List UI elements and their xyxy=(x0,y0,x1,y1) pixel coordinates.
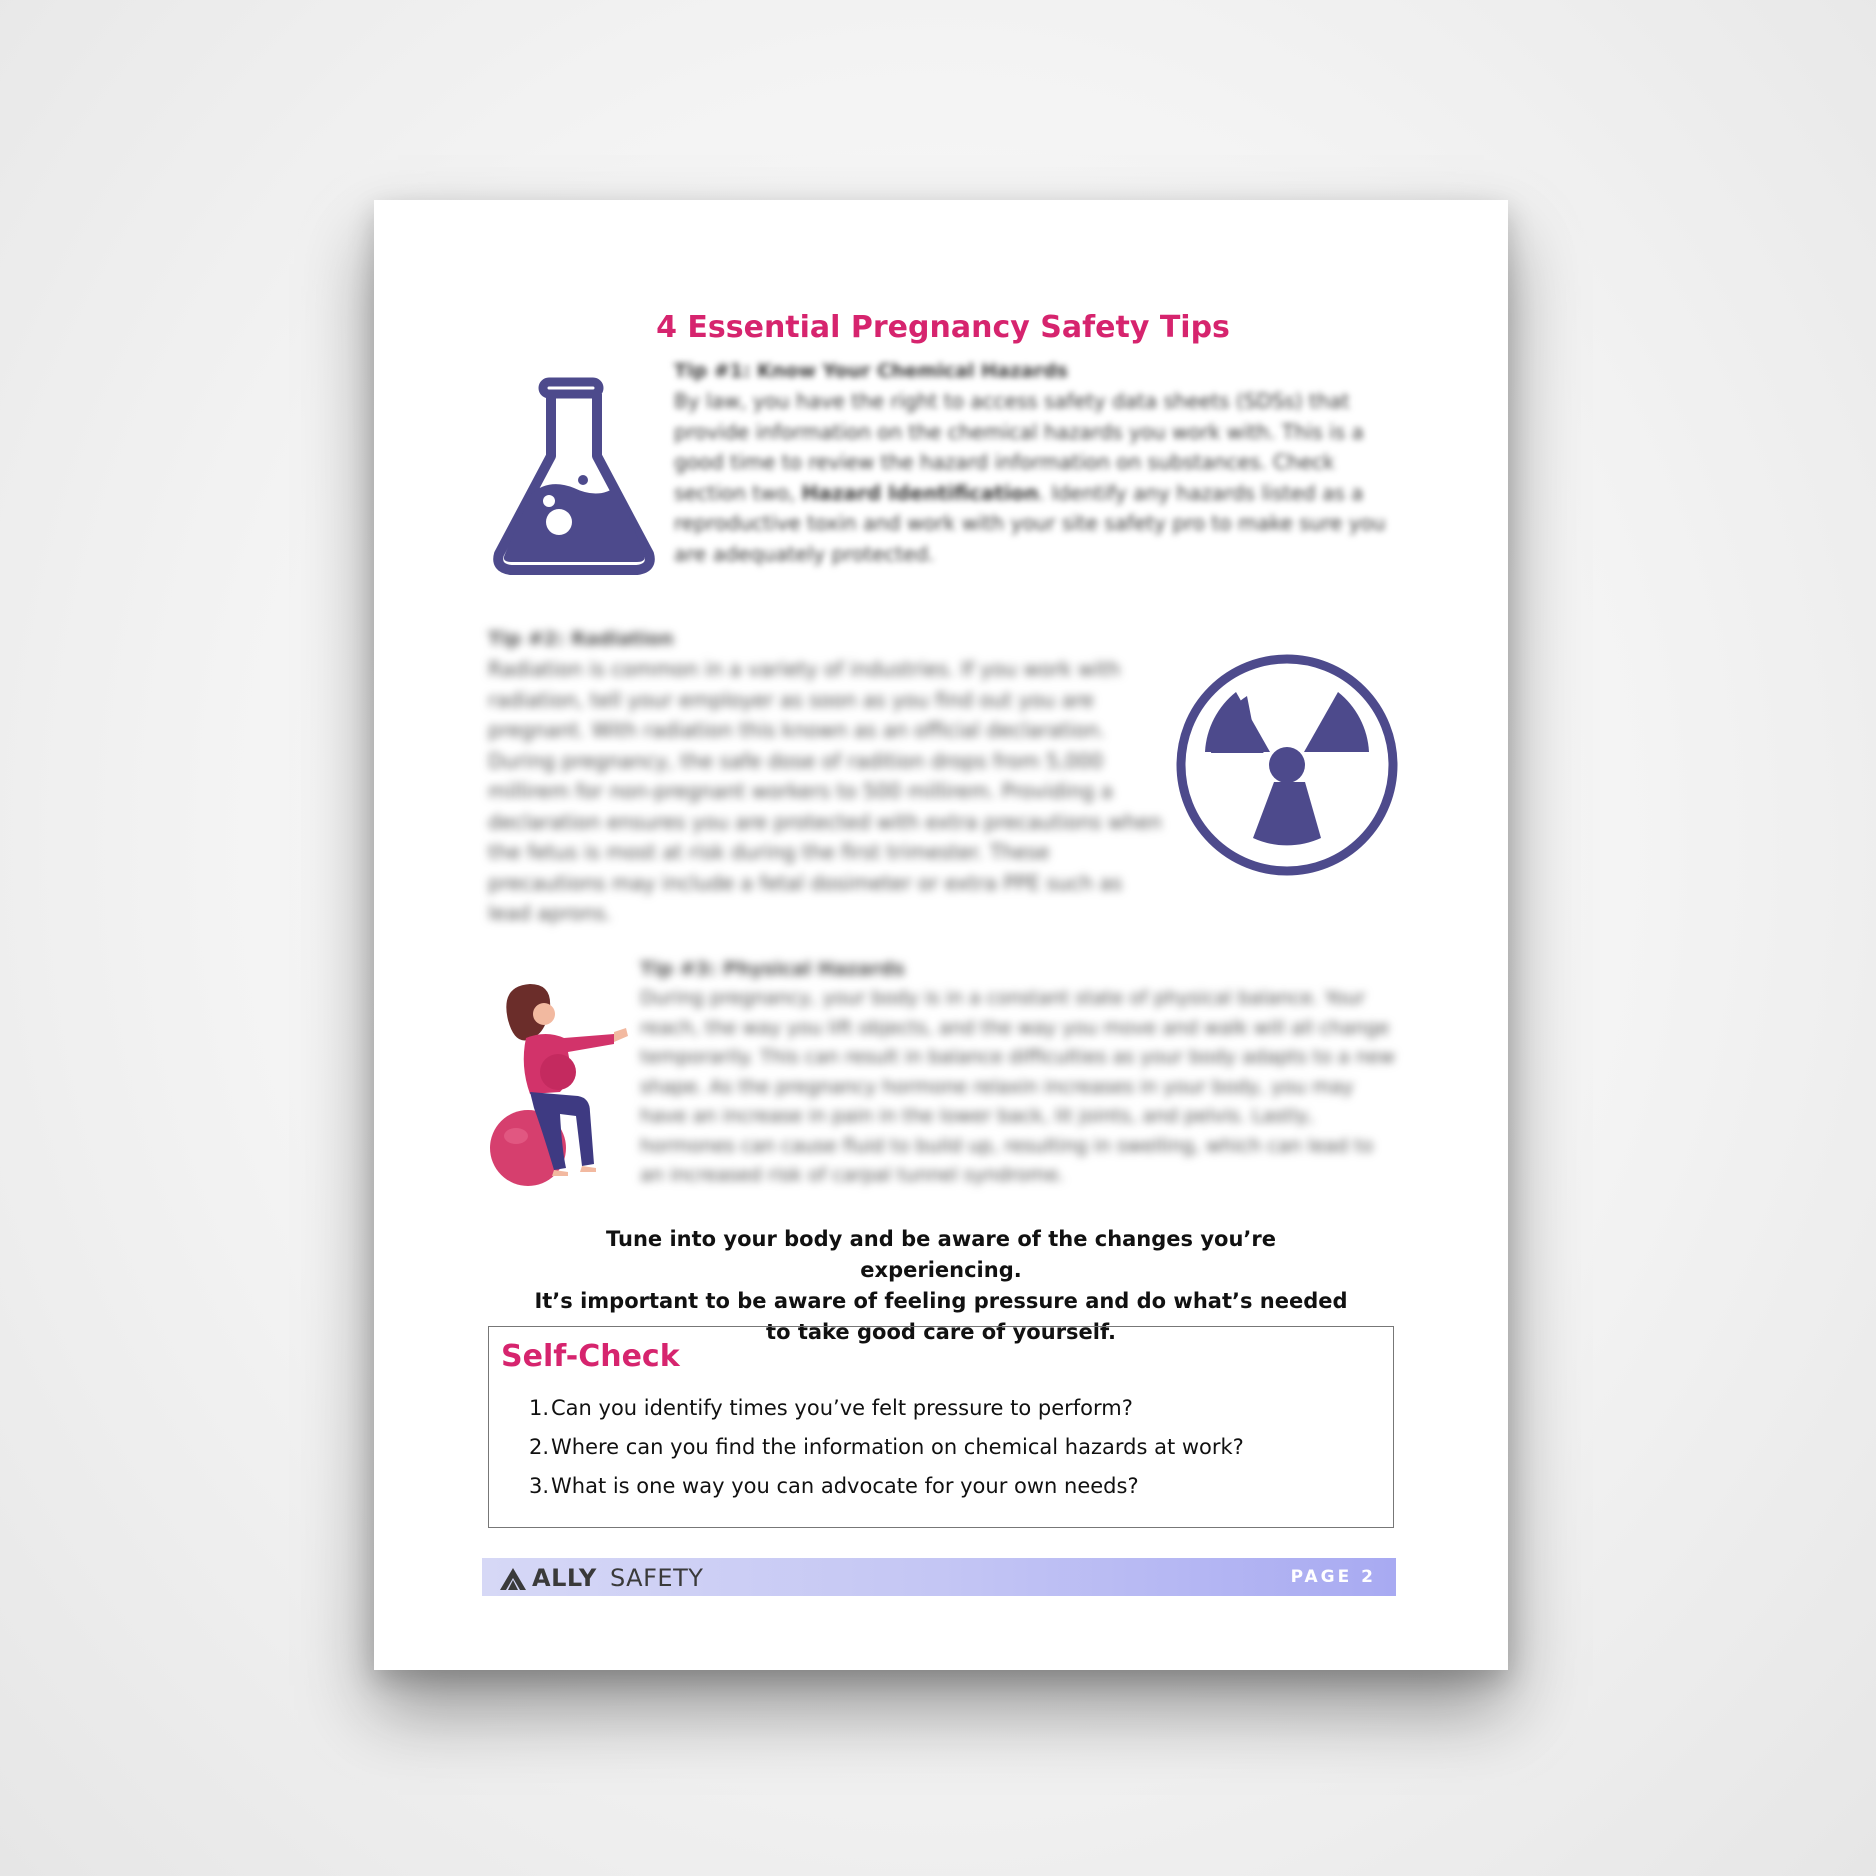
self-check-list xyxy=(529,1389,1244,1506)
tip-3-body: During pregnancy, your body is in a constant state of physical balance. Your reach, the way you lift objects, and the way you move and walk will all change temporarily. This can result in balance difficulties as your body adapts to a new shape. As the pregnancy hormone relaxin increases in your body, you may have an increase in pain in the lower back, lit joints, and pelvis. Lastly, hormones can cause fluid to build up, resulting in swelling, which can lead to an increased risk of carpal tunnel syndrome. xyxy=(640,987,1395,1186)
tip-1-text: By law, you have the right to access safety data sheets (SDSs) that provide information on the chemical hazards you work with. This is a good time to review the hazard information on substances. Check section two, xyxy=(674,389,1364,505)
radiation-icon xyxy=(1174,652,1400,878)
ally-safety-logo-icon xyxy=(500,1568,526,1590)
list-item-text: What is one way you can advocate for your own needs? xyxy=(551,1474,1139,1498)
tip-2 xyxy=(488,628,1168,929)
tip-1-bold-term: Hazard Identification xyxy=(801,480,1039,505)
tip-2-body: Radiation is common in a variety of industries. If you work with radiation, tell your employer as soon as you find out you are pregnant. With radiation this known as an official declaration. During pregnancy, the safe dose of radition drops from 5,000 millirem for non-pregnant workers to 500 millirem. Providing a declaration ensures you are protected with extra precautions when the fetus is most at risk during the first trimester. These precautions may include a fetal dosimeter or extra PPE such as lead aprons. xyxy=(488,657,1162,925)
list-item xyxy=(529,1389,1244,1428)
list-item-number: 2. xyxy=(529,1435,550,1459)
tip-3 xyxy=(640,958,1400,1191)
tip-1-heading: Tip #1: Know Your Chemical Hazards xyxy=(674,360,1068,382)
brand-name-bold: ALLY xyxy=(532,1564,597,1592)
tip-2-heading: Tip #2: Radiation xyxy=(488,628,674,650)
list-item xyxy=(529,1467,1244,1506)
list-item-text: Where can you find the information on chemical hazards at work? xyxy=(551,1435,1244,1459)
callout-line-1: Tune into your body and be aware of the changes you’re experiencing. xyxy=(606,1227,1276,1282)
callout-line-2: It’s important to be aware of feeling pressure and do what’s needed xyxy=(534,1289,1348,1313)
list-item-text: Can you identify times you’ve felt pressure to perform? xyxy=(551,1396,1133,1420)
list-item xyxy=(529,1428,1244,1467)
page-number: PAGE 2 xyxy=(1290,1567,1376,1587)
tip-1-text-end: . Identify any hazards listed as a reproductive toxin and work with your site safety pro to make sure you are adequately protected. xyxy=(674,480,1386,566)
self-check-box xyxy=(488,1326,1394,1528)
footer-bar xyxy=(482,1558,1396,1596)
tip-1-body xyxy=(674,386,1394,569)
callout-line-3: to take good care of yourself. xyxy=(766,1320,1116,1344)
list-item-number: 1. xyxy=(529,1396,550,1420)
brand-name-light: SAFETY xyxy=(610,1564,704,1592)
self-check-title: Self-Check xyxy=(501,1339,680,1374)
document-page xyxy=(374,200,1508,1670)
tip-3-heading: Tip #3: Physical Hazards xyxy=(640,958,905,980)
tip-1 xyxy=(674,360,1394,569)
pregnant-woman-illustration xyxy=(486,980,646,1190)
page-title: 4 Essential Pregnancy Safety Tips xyxy=(656,310,1230,345)
flask-icon xyxy=(489,376,659,576)
list-item-number: 3. xyxy=(529,1474,550,1498)
